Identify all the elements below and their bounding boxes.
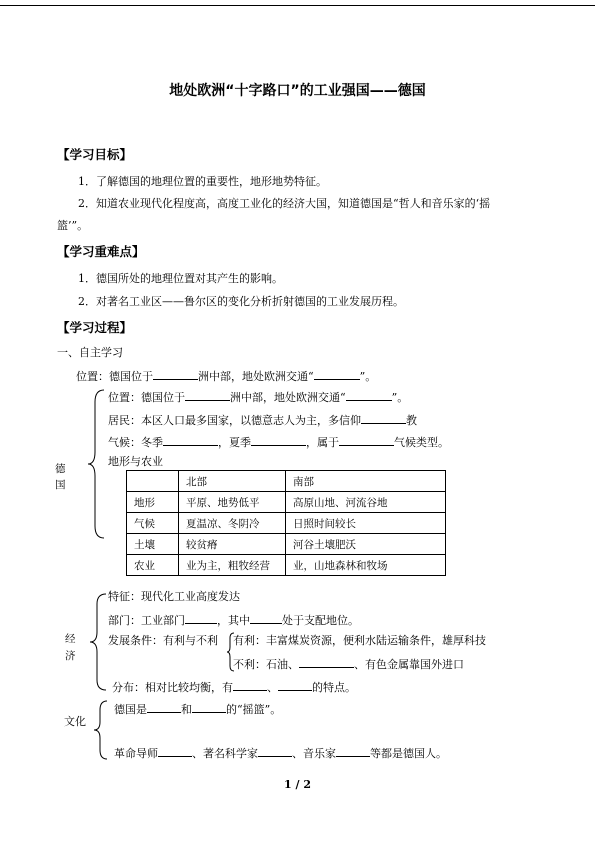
economy-feature: 特征：现代化工业高度发达 [108, 590, 240, 603]
table-cell: 平原、地势低平 [179, 492, 286, 513]
table-cell: 河谷土壤肥沃 [286, 534, 446, 555]
table-cell: 业，山地森林和牧场 [286, 555, 446, 576]
table-row [127, 534, 446, 555]
culture-line-1: 德国是 和 的“摇篮”。 [114, 703, 282, 716]
fill-blank[interactable] [153, 368, 198, 380]
fill-blank[interactable] [336, 745, 370, 757]
page-title: 地处欧洲“十字路口”的工业强国——德国 [169, 83, 426, 99]
fill-blank[interactable] [185, 612, 217, 624]
objective-item: 2．知道农业现代化程度高，高度工业化的经济大国，知道德国是“哲人和音乐家的‘摇 [78, 197, 491, 210]
fill-blank[interactable] [278, 679, 312, 691]
fill-blank[interactable] [346, 389, 392, 401]
economy-brace [88, 592, 110, 692]
germany-brace [86, 388, 108, 540]
table-cell: 北部 [179, 471, 286, 492]
table-cell: 南部 [286, 471, 446, 492]
key-point-item: 1．德国所处的地理位置对其产生的影响。 [78, 272, 283, 285]
culture-brace [92, 700, 110, 760]
terrain-title: 地形与农业 [108, 455, 163, 468]
key-point-item: 2．对著名工业区——鲁尔区的变化分析折射德国的工业发展历程。 [78, 295, 404, 308]
fill-blank[interactable] [258, 745, 292, 757]
economy-dept: 部门：工业部门 ，其中 处于支配地位。 [108, 614, 359, 627]
fill-blank[interactable] [251, 434, 306, 446]
terrain-agriculture-table [126, 470, 446, 576]
germany-position: 位置：德国位于 洲中部，地处欧洲交通“ ”。 [108, 391, 409, 404]
fill-blank[interactable] [163, 434, 218, 446]
germany-label: 德 [55, 463, 66, 475]
table-cell: 较贫瘠 [179, 534, 286, 555]
fill-blank[interactable] [233, 679, 267, 691]
table-cell: 高原山地、河流谷地 [286, 492, 446, 513]
economy-favorable: 有利：丰富煤炭资源，便利水陆运输条件，雄厚科技 [233, 634, 486, 647]
key-points-heading: 【学习重难点】 [57, 244, 145, 259]
culture-label: 文化 [64, 715, 86, 728]
table-cell: 日照时间较长 [286, 513, 446, 534]
objectives-heading: 【学习目标】 [57, 147, 133, 162]
economy-label: 经 [65, 633, 76, 645]
economy-condition: 发展条件：有利与不利 [108, 634, 218, 647]
fill-blank[interactable] [185, 389, 230, 401]
table-cell: 夏温凉、冬阴冷 [179, 513, 286, 534]
table-row [127, 471, 446, 492]
table-cell: 土壤 [127, 534, 179, 555]
germany-climate: 气候：冬季 ，夏季 ，属于 气候类型。 [108, 436, 449, 449]
economy-label: 济 [65, 650, 76, 662]
position-line: 位置：德国位于 洲中部，地处欧洲交通“ ”。 [76, 370, 377, 383]
fill-blank[interactable] [299, 656, 354, 668]
fill-blank[interactable] [339, 434, 394, 446]
top-rule [0, 5, 595, 6]
economy-unfavorable: 不利：石油、 、有色金属靠国外进口 [233, 658, 464, 671]
process-heading: 【学习过程】 [57, 320, 133, 335]
culture-line-2: 革命导师 、著名科学家 、音乐家 等都是德国人。 [114, 747, 447, 760]
table-row [127, 513, 446, 534]
fill-blank[interactable] [250, 612, 282, 624]
objective-item: 1．了解德国的地理位置的重要性，地形地势特征。 [78, 175, 327, 188]
fill-blank[interactable] [192, 701, 226, 713]
table-row [127, 492, 446, 513]
table-cell: 气候 [127, 513, 179, 534]
page-number: 1 / 2 [284, 778, 311, 791]
objective-item: 篮’”。 [57, 219, 89, 232]
fill-blank[interactable] [147, 701, 181, 713]
section-heading: 一、自主学习 [57, 346, 123, 359]
table-cell: 农业 [127, 555, 179, 576]
fill-blank[interactable] [361, 412, 406, 424]
table-cell [127, 471, 179, 492]
table-row [127, 555, 446, 576]
table-cell: 地形 [127, 492, 179, 513]
germany-residents: 居民：本区人口最多国家，以德意志人为主，多信仰 教 [108, 414, 417, 427]
economy-distribution: 分布：相对比较均衡，有 、 的特点。 [112, 681, 356, 694]
germany-label: 国 [55, 479, 66, 491]
table-cell: 业为主，粗牧经营 [179, 555, 286, 576]
fill-blank[interactable] [158, 745, 192, 757]
fill-blank[interactable] [314, 368, 360, 380]
